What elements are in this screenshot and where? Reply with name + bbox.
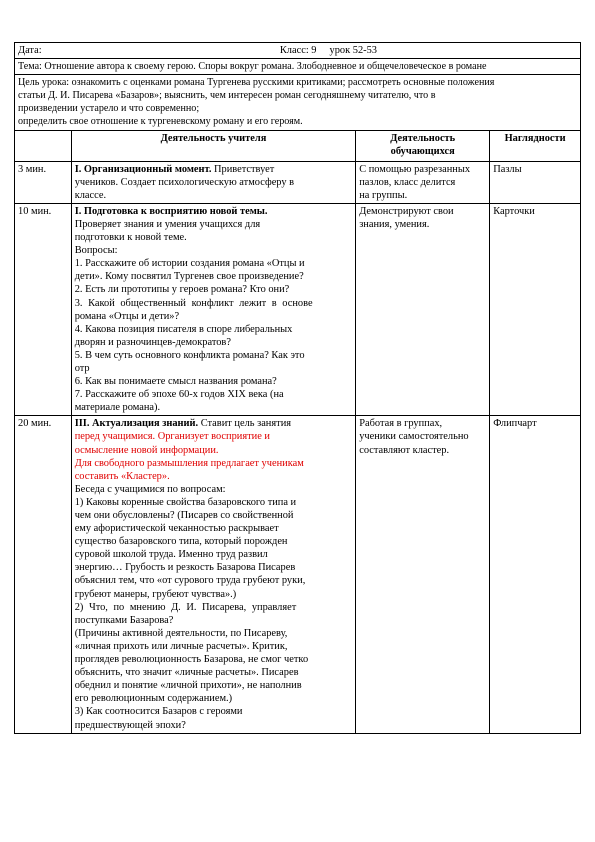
header-empty-cell (15, 130, 72, 161)
goal-line: статьи Д. И. Писарева «Базаров»; выяснить, чем интересен роман сегодняшнему читателю, что в (18, 90, 436, 102)
stage-title: III. Актуализация знаний. (74, 418, 199, 430)
activity-line: Проверяет знания и умения учащихся для (74, 218, 261, 230)
table-row (15, 416, 581, 733)
activity-line: материале романа). (74, 402, 161, 414)
highlighted-line: осмысление новой информации. (74, 444, 219, 456)
header-teacher-activity: Деятельность учителя (71, 130, 356, 161)
date-label: Дата: (18, 45, 42, 56)
stage-title: I. Организационный момент. (74, 163, 212, 175)
activity-line: 6. Как вы понимаете смысл названия романа? (74, 376, 277, 388)
activity-line: 2. Есть ли прототипы у героев романа? Кто они? (74, 284, 290, 296)
activity-line: объяснил тем, что «от сурового труда грубеют руки, (74, 575, 306, 587)
student-line: составляют кластер. (359, 444, 450, 456)
goal-line: произведении устарело и что современно; (18, 103, 200, 115)
highlighted-line: перед учащимися. Организует восприятие и (74, 431, 270, 443)
activity-line: Беседа с учащимися по вопросам: (74, 483, 226, 495)
activity-line: 1) Каковы коренные свойства базаровского типа и (74, 496, 297, 508)
activity-line: Ставит цель занятия (198, 418, 292, 430)
goal-line: определить свое отношение к тургеневскому роману и его героям. (18, 116, 303, 128)
topic-row (15, 59, 581, 75)
teacher-activity-cell (71, 161, 356, 203)
time-cell: 20 мин. (15, 416, 72, 733)
activity-line: учеников. Создает психологическую атмосферу в (74, 176, 295, 188)
activity-line: «личная прихоть или личные расчеты». Критик, (74, 640, 288, 652)
teacher-activity-cell (71, 203, 356, 416)
table-row (15, 203, 581, 416)
student-activity-cell (356, 161, 490, 203)
student-line: пазлов, класс делится (359, 176, 456, 188)
activity-line: суровой школой труда. Именно труд развил (74, 549, 268, 561)
column-header-row (15, 130, 581, 161)
time-cell: 10 мин. (15, 203, 72, 416)
lesson-plan-table (14, 42, 581, 734)
header-visual-aids: Наглядности (490, 130, 581, 161)
goal-row (15, 75, 581, 130)
student-activity-cell (356, 416, 490, 733)
activity-line: 3. Какой общественный конфликт лежит в основе (74, 297, 313, 309)
header-student-line2: обучающихся (390, 145, 455, 157)
topic-text: Тема: Отношение автора к своему герою. Споры вокруг романа. Злободневное и общечеловеческое в романе (15, 59, 581, 75)
activity-line: проглядев революционность Базарова, не смог четко (74, 654, 309, 666)
table-row (15, 161, 581, 203)
student-activity-cell (356, 203, 490, 416)
header-student-line1: Деятельность (390, 132, 456, 144)
activity-line: подготовки к новой теме. (74, 232, 187, 244)
activity-line: классе. (74, 189, 107, 201)
class-label: Класс: 9 (279, 45, 317, 56)
visual-aid-cell: Флипчарт (490, 416, 581, 733)
visual-aid-cell: Карточки (490, 203, 581, 416)
student-line: на группы. (359, 189, 408, 201)
time-cell: 3 мин. (15, 161, 72, 203)
lesson-plan-sheet (14, 42, 581, 734)
activity-line: предшествующей эпохи? (74, 719, 186, 731)
student-line: ученики самостоятельно (359, 431, 469, 443)
highlighted-line: Для свободного размышления предлагает ученикам (74, 457, 304, 469)
activity-line: дети». Кому посвятил Тургенев свое произведение? (74, 271, 304, 283)
activity-line: объяснить, что значит «личные расчеты». Писарев (74, 667, 299, 679)
activity-line: энергию… Грубость и резкость Базарова Писарев (74, 562, 296, 574)
student-line: знания, умения. (359, 218, 430, 230)
activity-line: 3) Как соотносится Базаров с героями (74, 706, 243, 718)
visual-aid-cell: Пазлы (490, 161, 581, 203)
activity-line: грубеют манеры, грубеют чувства».) (74, 588, 237, 600)
activity-line: 7. Расскажите об эпохе 60-х годов XIX века (на (74, 389, 284, 401)
activity-line: ему афористической чеканностью раскрывает (74, 523, 279, 535)
student-line: С помощью разрезанных (359, 163, 471, 175)
date-class-row (15, 43, 581, 59)
activity-line: 5. В чем суть основного конфликта романа? Как это (74, 349, 305, 361)
student-line: Демонстрируют свои (359, 205, 454, 217)
student-line: Работая в группах, (359, 418, 443, 430)
teacher-activity-cell (71, 416, 356, 733)
activity-line: дворян и разночинцев-демократов? (74, 336, 231, 348)
activity-line: 4. Какова позиция писателя в споре либеральных (74, 323, 293, 335)
lesson-label: урок 52-53 (329, 45, 377, 56)
activity-line: 1. Расскажите об истории создания романа «Отцы и (74, 258, 305, 270)
header-student-activity (356, 130, 490, 161)
activity-line: его революционным содержанием.) (74, 693, 233, 705)
stage-title: I. Подготовка к восприятию новой темы. (74, 205, 268, 217)
activity-line: Вопросы: (74, 245, 118, 257)
goal-line: Цель урока: ознакомить с оценками романа Тургенева русскими критиками; рассмотреть основные положения (18, 77, 495, 89)
activity-line: (Причины активной деятельности, по Писареву, (74, 627, 288, 639)
activity-line: 2) Что, по мнению Д. И. Писарева, управляет (74, 601, 297, 613)
activity-line: чем они обусловлены? (Писарев со свойственной (74, 510, 294, 521)
activity-line: поступками Базарова? (74, 614, 174, 626)
activity-line: обеднил и понятие «личной прихоти», не наполнив (74, 680, 302, 692)
activity-line: романа «Отцы и дети»? (74, 310, 180, 322)
activity-line: отр (74, 362, 90, 374)
highlighted-line: составить «Кластер». (74, 470, 170, 482)
activity-line: Приветствует (211, 163, 275, 175)
goal-block (15, 75, 581, 130)
activity-line: существо базаровского типа, который порожден (74, 536, 288, 548)
